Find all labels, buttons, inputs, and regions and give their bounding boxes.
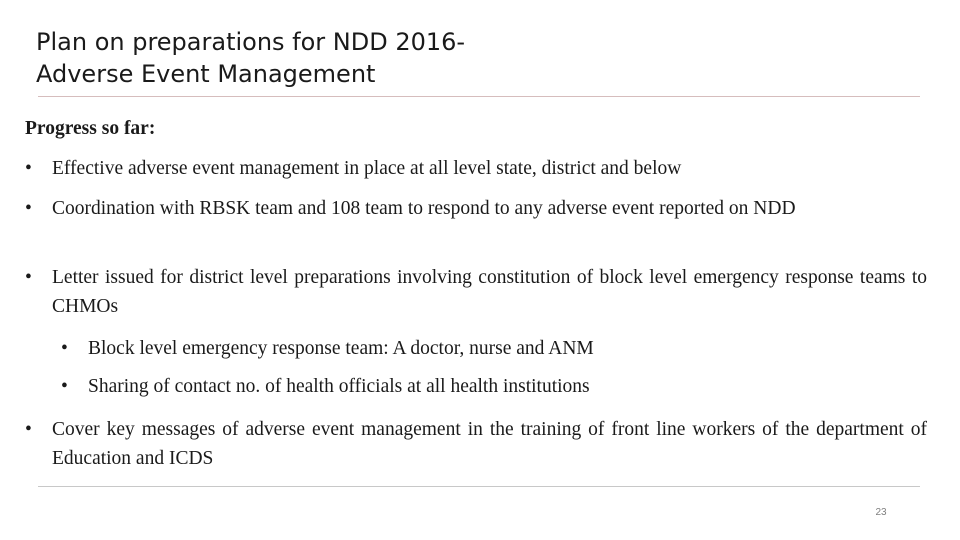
title-divider [38,96,920,97]
bullet-text: Letter issued for district level preparations involving constitution of block level emergency response teams to CHMOs [52,267,927,317]
bullet-text: Cover key messages of adverse event management in the training of front line workers of the department of Education and ICDS [52,419,927,469]
bullet-item [25,415,927,473]
bullet-marker: • [25,267,32,288]
page-number: 23 [875,507,887,518]
sub-bullet-text: Sharing of contact no. of health officials at all health institutions [88,376,590,397]
bullet-marker: • [25,158,32,179]
bullet-marker: • [61,338,68,359]
bullet-item [25,154,927,183]
sub-bullet-text: Block level emergency response team: A doctor, nurse and ANM [88,338,594,359]
bullet-item [25,194,927,223]
sub-bullet-item [61,334,921,363]
slide-title-line-1: Plan on preparations for NDD 2016- [36,28,466,56]
slide-title [36,26,916,90]
slide-title-line-2: Adverse Event Management [36,60,376,88]
bullet-text: Coordination with RBSK team and 108 team to respond to any adverse event reported on NDD [52,198,796,219]
bullet-marker: • [61,376,68,397]
footer-divider [38,486,920,487]
sub-bullet-item [61,372,921,401]
bullet-item [25,263,927,321]
bullet-marker: • [25,419,32,440]
bullet-marker: • [25,198,32,219]
progress-heading: Progress so far: [25,118,156,139]
bullet-text: Effective adverse event management in place at all level state, district and below [52,158,682,179]
